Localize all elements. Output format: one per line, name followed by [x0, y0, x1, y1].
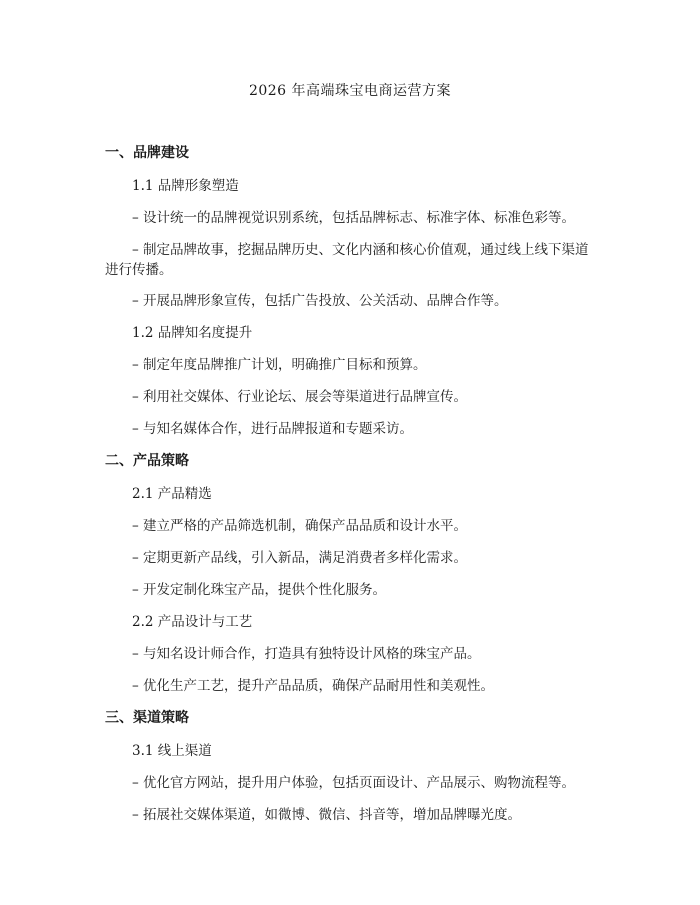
- bullet-item: – 优化生产工艺，提升产品品质，确保产品耐用性和美观性。: [132, 678, 495, 694]
- bullet-item: – 与知名设计师合作，打造具有独特设计风格的珠宝产品。: [132, 646, 481, 662]
- subsection-heading: 3.1 线上渠道: [132, 743, 212, 759]
- document-title: 2026 年高端珠宝电商运营方案: [248, 83, 452, 99]
- bullet-item: – 优化官方网站，提升用户体验，包括页面设计、产品展示、购物流程等。: [132, 775, 576, 791]
- section-heading: 三、渠道策略: [105, 710, 189, 726]
- bullet-item: – 开发定制化珠宝产品，提供个性化服务。: [132, 582, 387, 598]
- subsection-heading: 1.2 品牌知名度提升: [132, 325, 253, 341]
- bullet-item: – 设计统一的品牌视觉识别系统，包括品牌标志、标准字体、标准色彩等。: [132, 210, 576, 226]
- bullet-item: – 定期更新产品线，引入新品，满足消费者多样化需求。: [132, 550, 468, 566]
- bullet-item: – 建立严格的产品筛选机制，确保产品品质和设计水平。: [132, 518, 468, 534]
- subsection-heading: 2.2 产品设计与工艺: [132, 614, 253, 630]
- section-heading: 二、产品策略: [105, 453, 189, 469]
- bullet-item: – 开展品牌形象宣传，包括广告投放、公关活动、品牌合作等。: [132, 293, 508, 309]
- bullet-item: – 制定年度品牌推广计划，明确推广目标和预算。: [132, 357, 427, 373]
- bullet-item: – 与知名媒体合作，进行品牌报道和专题采访。: [132, 421, 414, 437]
- subsection-heading: 2.1 产品精选: [132, 486, 212, 502]
- subsection-heading: 1.1 品牌形象塑造: [132, 178, 239, 194]
- bullet-item: – 利用社交媒体、行业论坛、展会等渠道进行品牌宣传。: [132, 389, 468, 405]
- document-body: [105, 143, 600, 837]
- bullet-item: – 制定品牌故事，挖掘品牌历史、文化内涵和核心价值观，通过线上线下渠道进行传播。: [105, 242, 589, 278]
- bullet-item: – 拓展社交媒体渠道，如微博、微信、抖音等，增加品牌曝光度。: [132, 807, 522, 823]
- section-heading: 一、品牌建设: [105, 145, 189, 161]
